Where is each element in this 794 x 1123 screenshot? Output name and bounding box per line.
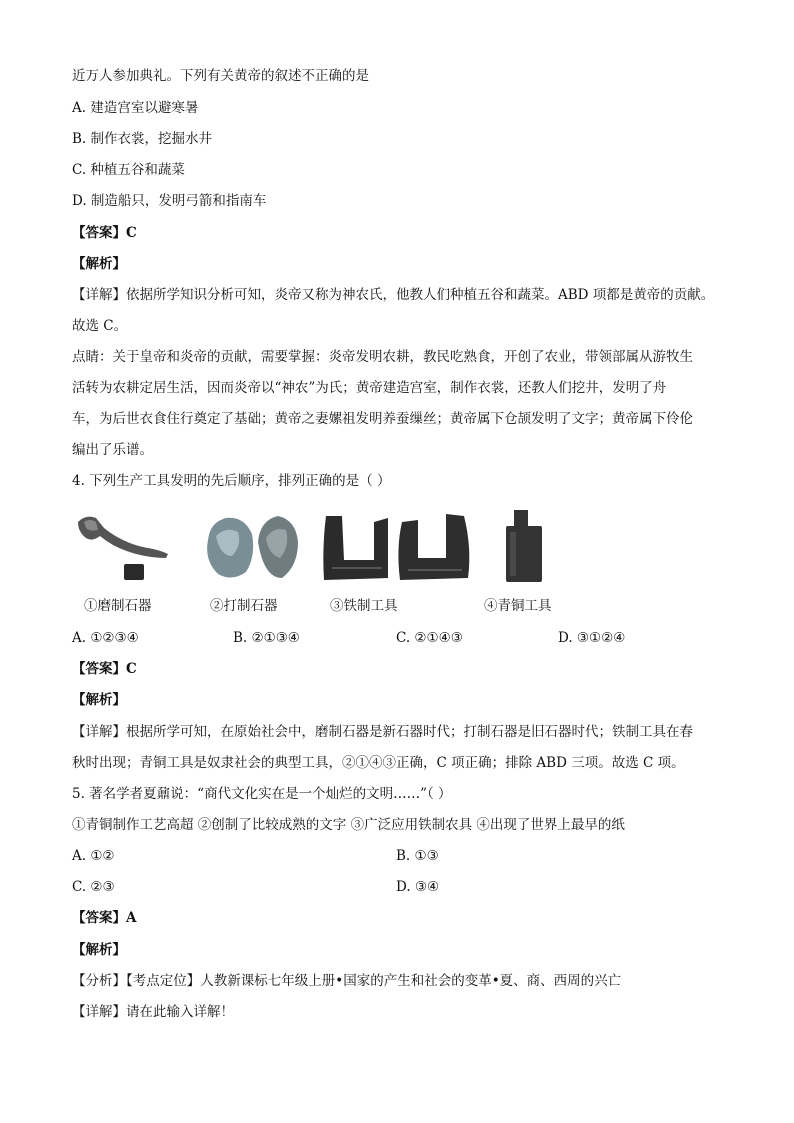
bronze-tool-image: [500, 508, 550, 588]
caption-polished-stone: ①磨制石器: [84, 598, 152, 614]
q4-option-d: D. ③①②④: [558, 630, 626, 646]
caption-bronze-tool: ④青铜工具: [484, 598, 552, 614]
q3-stem: 近万人参加典礼。下列有关黄帝的叙述不正确的是: [72, 68, 369, 84]
q3-note-line: 车，为后世衣食住行奠定了基础；黄帝之妻嫘祖发明养蚕缫丝；黄帝属下仓颉发明了文字；黄帝属下伶伦: [72, 411, 693, 427]
q3-analysis-label: 【解析】: [72, 256, 126, 272]
q3-note-line: 编出了乐谱。: [72, 442, 153, 458]
q5-option-a: A. ①②: [72, 848, 115, 864]
q5-detail: 【详解】请在此输入详解！: [72, 1004, 234, 1020]
q3-answer: 【答案】C: [72, 225, 137, 241]
q5-stem: 5. 著名学者夏鼐说：“商代文化实在是一个灿烂的文明……”（ ）: [72, 786, 452, 802]
q4-detail-line: 秋时出现；青铜工具是奴隶社会的典型工具，②①④③正确，C 项正确；排除 ABD 三项。故选 C 项。: [72, 755, 685, 771]
q4-detail-line: 【详解】根据所学可知，在原始社会中，磨制石器是新石器时代；打制石器是旧石器时代；铁制工具在春: [72, 724, 693, 740]
q3-option-a: A. 建造宫室以避寒暑: [72, 100, 199, 116]
q4-option-b: B. ②①③④: [233, 630, 300, 646]
iron-tool-image: [322, 508, 474, 588]
q3-note-line: 点睛：关于皇帝和炎帝的贡献，需要掌握：炎帝发明农耕，教民吃熟食，开创了农业，带领部属从游牧生: [72, 349, 693, 365]
q3-note-line: 活转为农耕定居生活，因而炎帝以“神农”为氏；黄帝建造宫室，制作衣裳，还教人们挖井，发明了舟: [72, 380, 667, 396]
q5-option-c: C. ②③: [72, 879, 115, 895]
q5-answer: 【答案】A: [72, 910, 137, 926]
chipped-stone-tool-image: [202, 512, 302, 584]
q3-option-c: C. 种植五谷和蔬菜: [72, 162, 185, 178]
q5-items: ①青铜制作工艺高超 ②创制了比较成熟的文字 ③广泛应用铁制农具 ④出现了世界上最早的纸: [72, 817, 625, 833]
q3-detail-conclusion: 故选 C。: [72, 318, 128, 334]
q3-detail: 【详解】依据所学知识分析可知，炎帝又称为神农氏，他教人们种植五谷和蔬菜。ABD 项都是黄帝的贡献。: [72, 287, 715, 303]
q4-option-c: C. ②①④③: [396, 630, 463, 646]
q4-analysis-label: 【解析】: [72, 692, 126, 708]
q5-option-b: B. ①③: [396, 848, 439, 864]
q3-option-d: D. 制造船只，发明弓箭和指南车: [72, 193, 267, 209]
q4-stem: 4. 下列生产工具发明的先后顺序，排列正确的是（ ）: [72, 473, 391, 489]
caption-chipped-stone: ②打制石器: [210, 598, 278, 614]
q4-option-a: A. ①②③④: [72, 630, 139, 646]
q4-answer: 【答案】C: [72, 661, 137, 677]
q5-analysis-label: 【解析】: [72, 942, 126, 958]
polished-stone-tool-image: [74, 508, 174, 588]
q5-option-d: D. ③④: [396, 879, 440, 895]
caption-iron-tool: ③铁制工具: [330, 598, 398, 614]
q3-option-b: B. 制作衣裳，挖掘水井: [72, 131, 213, 147]
q5-fenxi: 【分析】【考点定位】人教新课标七年级上册•国家的产生和社会的变革•夏、商、西周的兴亡: [72, 973, 622, 989]
